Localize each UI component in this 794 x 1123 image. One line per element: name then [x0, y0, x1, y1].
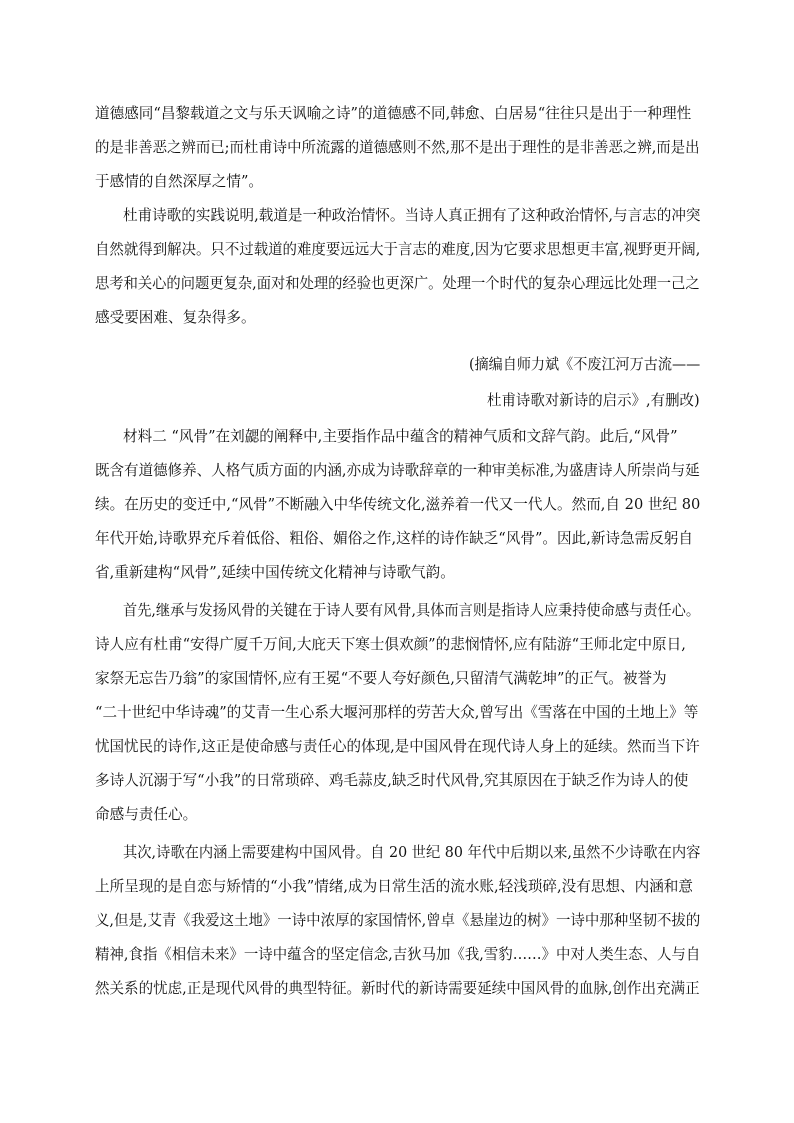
text-line: 然关系的忧虑,正是现代风骨的典型特征。新时代的新诗需要延续中国风骨的血脉,创作出充满正 [95, 980, 700, 997]
text-line: 忧国忧民的诗作,这正是使命感与责任心的体现,是中国风骨在现代诗人身上的延续。然而当下许 [95, 738, 700, 755]
text-line: 其次,诗歌在内涵上需要建构中国风骨。自 20 世纪 80 年代中后期以来,虽然不少诗歌在内容 [123, 844, 701, 861]
text-line: 材料二 “风骨”在刘勰的阐释中,主要指作品中蕴含的精神气质和文辞气韵。此后,“风骨” [123, 428, 678, 445]
text-line: 思考和关心的问题更复杂,面对和处理的经验也更深广。处理一个时代的复杂心理远比处理一己之 [95, 275, 700, 292]
text-line: 杜甫诗歌的实践说明,载道是一种政治情怀。当诗人真正拥有了这种政治情怀,与言志的冲突 [123, 207, 701, 224]
text-line: 续。在历史的变迁中,“风骨”不断融入中华传统文化,滋养着一代又一代人。然而,自 20 世纪 80 [95, 496, 701, 513]
text-line: 诗人应有杜甫“安得广厦千万间,大庇天下寒士俱欢颜”的悲悯情怀,应有陆游“王师北定中原日, [95, 636, 686, 653]
text-line: 自然就得到解决。只不过载道的难度要远远大于言志的难度,因为它要求思想更丰富,视野更开阔, [95, 241, 701, 258]
source-citation: (摘编自师力斌《不废江河万古流—— [469, 356, 701, 373]
text-line: 的是非善恶之辨而已;而杜甫诗中所流露的道德感则不然,那不是出于理性的是非善恶之辨,而是出 [95, 139, 700, 156]
text-line: 首先,继承与发扬风骨的关键在于诗人要有风骨,具体而言则是指诗人应秉持使命感与责任心。 [123, 602, 701, 619]
text-line: 义,但是,艾青《我爱这土地》一诗中浓厚的家国情怀,曾卓《悬崖边的树》一诗中那种坚韧不拔的 [95, 912, 701, 929]
text-line: 感受要困难、复杂得多。 [95, 309, 256, 326]
text-line: “二十世纪中华诗魂”的艾青一生心系大堰河那样的劳苦大众,曾写出《雪落在中国的土地上》等 [95, 704, 699, 721]
text-line: 精神,食指《相信未来》一诗中蕴含的坚定信念,吉狄马加《我,雪豹……》中对人类生态、人与自 [95, 946, 701, 963]
text-line: 于感情的自然深厚之情”。 [95, 173, 263, 190]
text-line: 既含有道德修养、人格气质方面的内涵,亦成为诗歌辞章的一种审美标准,为盛唐诗人所崇尚与延 [95, 462, 700, 479]
text-line: 多诗人沉溺于写“小我”的日常琐碎、鸡毛蒜皮,缺乏时代风骨,究其原因在于缺乏作为诗人的使 [95, 772, 689, 789]
text-line: 省,重新建构“风骨”,延续中国传统文化精神与诗歌气韵。 [95, 564, 455, 581]
text-line: 上所呈现的是自恋与矫情的“小我”情绪,成为日常生活的流水账,轻浅琐碎,没有思想、内涵和意 [95, 878, 693, 895]
text-line: 命感与责任心。 [95, 806, 198, 823]
source-citation: 杜甫诗歌对新诗的启示》,有删改) [487, 392, 700, 409]
text-line: 年代开始,诗歌界充斥着低俗、粗俗、媚俗之作,这样的诗作缺乏“风骨”。因此,新诗急需反躬自 [95, 530, 693, 547]
text-line: 道德感同“昌黎载道之文与乐天讽喻之诗”的道德感不同,韩愈、白居易“往往只是出于一种理性 [95, 105, 692, 122]
text-line: 家祭无忘告乃翁”的家国情怀,应有王冕“不要人夸好颜色,只留清气满乾坤”的正气。被誉为 [95, 670, 667, 687]
